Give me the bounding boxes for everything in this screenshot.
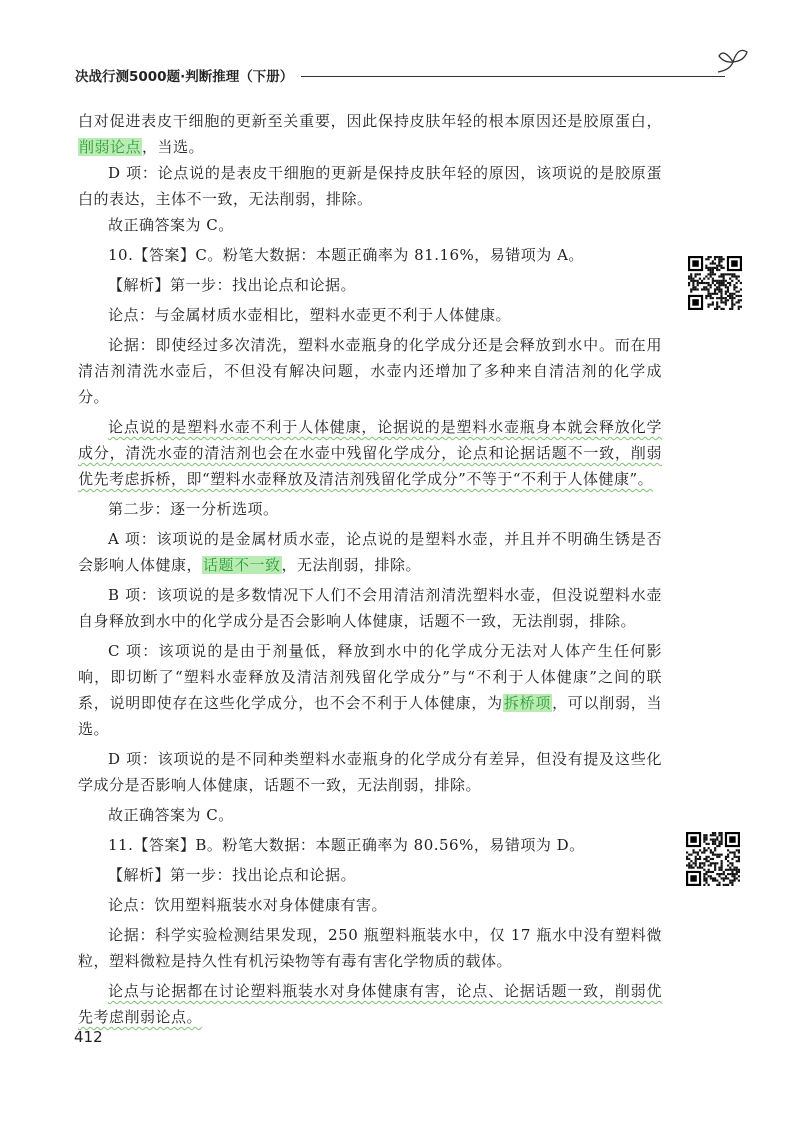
paragraph-step-two (78, 496, 662, 522)
text-segment: 11.【答案】B。粉笔大数据：本题正确率为 80.56%，易错项为 D。 (108, 836, 585, 854)
highlighted-keyword: 拆桥项 (503, 694, 552, 712)
book-title: 决战行测5000题·判断推理（下册） (75, 69, 294, 85)
text-segment: 第二步：逐一分析选项。 (108, 500, 279, 518)
text-segment: 10.【答案】C。粉笔大数据：本题正确率为 81.16%，易错项为 A。 (108, 246, 584, 264)
text-segment: 故正确答案为 C。 (108, 216, 234, 234)
text-segment: ，当选。 (142, 138, 205, 156)
qr-code-icon[interactable] (688, 256, 742, 310)
paragraph-continuation (78, 108, 662, 160)
text-segment: D 项：该项说的是不同种类塑料水壶瓶身的化学成分有差异，但没有提及这些化学成分是否影响人体健康，话题不一致，无法削弱，排除。 (78, 750, 662, 794)
text-segment: 论点：饮用塑料瓶装水对身体健康有害。 (108, 896, 388, 914)
text-segment: A 项：该项说的是金属材质水壶，论点说的是塑料水壶，并且并不明确生锈是否会影响人体健康， (78, 530, 662, 574)
text-segment: 论点：与金属材质水壶相比，塑料水壶更不利于人体健康。 (108, 306, 512, 324)
paragraph-option-c (78, 638, 662, 742)
underlined-key-point: 论点说的是塑料水壶不利于人体健康，论据说的是塑料水壶瓶身本就会释放化学成分，清洗水壶的清洁剂也会在水壶中残留化学成分，论点和论据话题不一致，削弱优先考虑拆桥，即“塑料水壶释放及清洁剂残留化学成分”不等于“不利于人体健康”。 (78, 418, 662, 488)
text-segment: 【解析】第一步：找出论点和论据。 (108, 276, 357, 294)
paragraph-option-d (78, 746, 662, 798)
paragraph-argument (78, 892, 662, 918)
text-segment: 论据：科学实验检测结果发现，250 瓶塑料瓶装水中，仅 17 瓶水中没有塑料微粒，塑料微粒是持久性有机污染物等有毒有害化学物质的载体。 (78, 926, 662, 970)
page-number: 412 (74, 1028, 103, 1046)
text-segment: ，无法削弱，排除。 (281, 556, 422, 574)
paragraph-reasoning (78, 414, 662, 492)
paragraph-analysis (78, 862, 662, 888)
sprout-leaf-icon (716, 46, 750, 76)
paragraph-option-d (78, 160, 662, 212)
highlighted-keyword: 削弱论点 (79, 138, 142, 156)
text-segment: 论据：即使经过多次清洗，塑料水壶瓶身的化学成分还是会释放到水中。而在用清洁剂清洗水壶后，不但没有解决问题，水壶内还增加了多种来自清洁剂的化学成分。 (78, 336, 662, 406)
paragraph-answer (78, 802, 662, 828)
paragraph-option-a (78, 526, 662, 578)
text-segment: ，可以削弱，当选。 (78, 694, 662, 738)
paragraph-answer (78, 212, 662, 238)
paragraph-q10-answer (78, 242, 662, 268)
qr-code-icon[interactable] (686, 832, 740, 886)
paragraph-q11-answer (78, 832, 662, 858)
text-segment: D 项：论点说的是表皮干细胞的更新是保持皮肤年轻的原因，该项说的是胶原蛋白的表达，主体不一致，无法削弱，排除。 (78, 164, 662, 208)
text-segment: 故正确答案为 C。 (108, 806, 234, 824)
text-segment: 白对促进表皮干细胞的更新至关重要，因此保持皮肤年轻的根本原因还是胶原蛋白， (78, 112, 662, 130)
paragraph-evidence (78, 332, 662, 410)
paragraph-argument (78, 302, 662, 328)
running-header (75, 64, 725, 86)
text-segment: B 项：该项说的是多数情况下人们不会用清洁剂清洗塑料水壶，但没说塑料水壶自身释放到水中的化学成分是否会影响人体健康，话题不一致，无法削弱，排除。 (78, 586, 662, 630)
paragraph-analysis (78, 272, 662, 298)
underlined-key-point: 论点与论据都在讨论塑料瓶装水对身体健康有害，论点、论据话题一致，削弱优先考虑削弱论点。 (78, 982, 662, 1026)
answer-explanation-body (78, 108, 662, 1030)
paragraph-option-b (78, 582, 662, 634)
header-rule (301, 76, 725, 78)
paragraph-evidence (78, 922, 662, 974)
paragraph-reasoning (78, 978, 662, 1030)
text-segment: 【解析】第一步：找出论点和论据。 (108, 866, 357, 884)
text-segment: C 项：该项说的是由于剂量低，释放到水中的化学成分无法对人体产生任何影响，即切断了“塑料水壶释放及清洁剂残留化学成分”与“不利于人体健康”之间的联系，说明即使存在这些化学成分，也不会不利于人体健康，为 (78, 642, 662, 712)
highlighted-keyword: 话题不一致 (203, 556, 281, 574)
